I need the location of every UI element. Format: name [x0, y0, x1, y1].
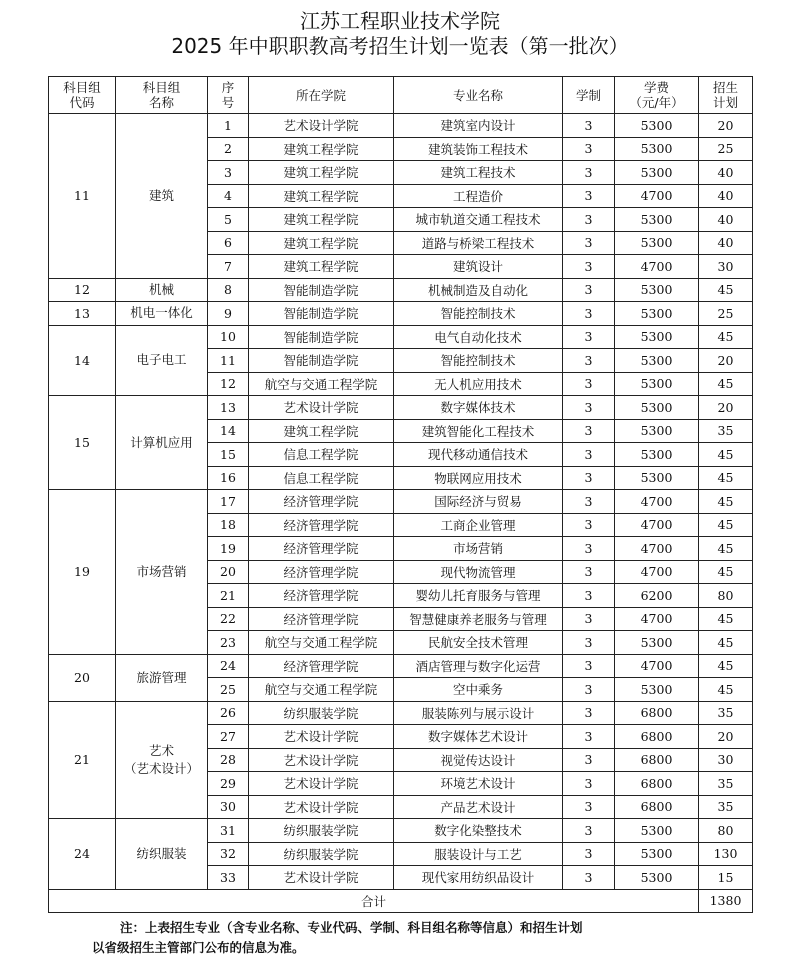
major-cell: 数字媒体艺术设计 — [394, 725, 563, 749]
college-cell: 建筑工程学院 — [249, 184, 394, 208]
college-cell: 建筑工程学院 — [249, 231, 394, 255]
major-cell: 建筑室内设计 — [394, 114, 563, 138]
college-cell: 经济管理学院 — [249, 513, 394, 537]
years-cell: 3 — [563, 443, 615, 467]
major-cell: 机械制造及自动化 — [394, 278, 563, 302]
seq-cell: 24 — [208, 654, 249, 678]
major-cell: 视觉传达设计 — [394, 748, 563, 772]
major-cell: 电气自动化技术 — [394, 325, 563, 349]
fee-cell: 5300 — [615, 631, 699, 655]
total-row — [49, 889, 753, 913]
major-cell: 智能控制技术 — [394, 302, 563, 326]
college-cell: 建筑工程学院 — [249, 161, 394, 185]
college-cell: 艺术设计学院 — [249, 772, 394, 796]
college-cell: 经济管理学院 — [249, 584, 394, 608]
plan-cell: 45 — [699, 325, 753, 349]
major-cell: 建筑设计 — [394, 255, 563, 279]
seq-cell: 22 — [208, 607, 249, 631]
plan-cell: 30 — [699, 748, 753, 772]
fee-cell: 5300 — [615, 678, 699, 702]
seq-cell: 2 — [208, 137, 249, 161]
college-cell: 纺织服装学院 — [249, 819, 394, 843]
seq-cell: 29 — [208, 772, 249, 796]
header-college: 所在学院 — [249, 77, 394, 114]
table-row — [49, 278, 753, 302]
years-cell: 3 — [563, 772, 615, 796]
group-name-line: 旅游管理 — [136, 669, 187, 685]
table-row — [49, 819, 753, 843]
major-cell: 工程造价 — [394, 184, 563, 208]
table-row — [49, 325, 753, 349]
seq-cell: 33 — [208, 866, 249, 890]
group-code-cell: 11 — [49, 114, 116, 279]
plan-cell: 35 — [699, 772, 753, 796]
major-cell: 环境艺术设计 — [394, 772, 563, 796]
fee-cell: 6800 — [615, 701, 699, 725]
years-cell: 3 — [563, 513, 615, 537]
footnote-line-2: 以省级招生主管部门公布的信息为准。 — [92, 940, 305, 955]
group-name-line: 纺织服装 — [136, 845, 187, 861]
plan-cell: 45 — [699, 466, 753, 490]
seq-cell: 9 — [208, 302, 249, 326]
document-title: 江苏工程职业技术学院 — [300, 9, 500, 33]
college-cell: 经济管理学院 — [249, 654, 394, 678]
fee-cell: 4700 — [615, 654, 699, 678]
plan-cell: 35 — [699, 701, 753, 725]
fee-cell: 4700 — [615, 537, 699, 561]
fee-cell: 6800 — [615, 748, 699, 772]
seq-cell: 21 — [208, 584, 249, 608]
fee-cell: 5300 — [615, 278, 699, 302]
years-cell: 3 — [563, 137, 615, 161]
group-code-cell: 20 — [49, 654, 116, 701]
plan-cell: 35 — [699, 795, 753, 819]
fee-cell: 6800 — [615, 772, 699, 796]
years-cell: 3 — [563, 302, 615, 326]
seq-cell: 1 — [208, 114, 249, 138]
years-cell: 3 — [563, 490, 615, 514]
major-cell: 城市轨道交通工程技术 — [394, 208, 563, 232]
college-cell: 智能制造学院 — [249, 349, 394, 373]
plan-cell: 130 — [699, 842, 753, 866]
seq-cell: 5 — [208, 208, 249, 232]
major-cell: 智能控制技术 — [394, 349, 563, 373]
college-cell: 建筑工程学院 — [249, 208, 394, 232]
years-cell: 3 — [563, 725, 615, 749]
years-cell: 3 — [563, 396, 615, 420]
seq-cell: 10 — [208, 325, 249, 349]
years-cell: 3 — [563, 537, 615, 561]
group-name-line: 机械 — [148, 281, 174, 297]
header-row — [49, 77, 753, 114]
college-cell: 信息工程学院 — [249, 466, 394, 490]
college-cell: 航空与交通工程学院 — [249, 631, 394, 655]
major-cell: 酒店管理与数字化运营 — [394, 654, 563, 678]
college-cell: 经济管理学院 — [249, 490, 394, 514]
college-cell: 智能制造学院 — [249, 302, 394, 326]
college-cell: 艺术设计学院 — [249, 748, 394, 772]
group-code-cell: 13 — [49, 302, 116, 326]
plan-cell: 20 — [699, 396, 753, 420]
major-cell: 物联网应用技术 — [394, 466, 563, 490]
years-cell: 3 — [563, 654, 615, 678]
major-cell: 智慧健康养老服务与管理 — [394, 607, 563, 631]
fee-cell: 5300 — [615, 208, 699, 232]
seq-cell: 4 — [208, 184, 249, 208]
header-plan: 招生 计划 — [699, 77, 753, 114]
years-cell: 3 — [563, 748, 615, 772]
major-cell: 道路与桥梁工程技术 — [394, 231, 563, 255]
college-cell: 信息工程学院 — [249, 443, 394, 467]
group-name-line: （艺术设计） — [123, 760, 199, 776]
fee-cell: 5300 — [615, 161, 699, 185]
college-cell: 航空与交通工程学院 — [249, 678, 394, 702]
college-cell: 艺术设计学院 — [249, 866, 394, 890]
group-name-cell — [116, 819, 208, 890]
footnote — [92, 918, 720, 958]
fee-cell: 5300 — [615, 372, 699, 396]
years-cell: 3 — [563, 701, 615, 725]
group-code-cell: 14 — [49, 325, 116, 396]
group-name-cell — [116, 654, 208, 701]
college-cell: 建筑工程学院 — [249, 419, 394, 443]
years-cell: 3 — [563, 819, 615, 843]
years-cell: 3 — [563, 372, 615, 396]
years-cell: 3 — [563, 419, 615, 443]
group-name-line: 建筑 — [148, 187, 174, 203]
college-cell: 建筑工程学院 — [249, 255, 394, 279]
years-cell: 3 — [563, 584, 615, 608]
seq-cell: 7 — [208, 255, 249, 279]
seq-cell: 27 — [208, 725, 249, 749]
major-cell: 建筑智能化工程技术 — [394, 419, 563, 443]
plan-cell: 40 — [699, 161, 753, 185]
years-cell: 3 — [563, 631, 615, 655]
header-seq: 序 号 — [208, 77, 249, 114]
group-code-cell: 12 — [49, 278, 116, 302]
major-cell: 产品艺术设计 — [394, 795, 563, 819]
plan-cell: 25 — [699, 137, 753, 161]
header-group-code: 科目组 代码 — [49, 77, 116, 114]
plan-cell: 40 — [699, 208, 753, 232]
group-name-line: 艺术 — [148, 742, 174, 758]
major-cell: 服装设计与工艺 — [394, 842, 563, 866]
college-cell: 艺术设计学院 — [249, 725, 394, 749]
group-name-cell — [116, 490, 208, 655]
seq-cell: 3 — [208, 161, 249, 185]
fee-cell: 5300 — [615, 349, 699, 373]
table-row — [49, 654, 753, 678]
fee-cell: 5300 — [615, 325, 699, 349]
table-row — [49, 114, 753, 138]
seq-cell: 12 — [208, 372, 249, 396]
plan-cell: 20 — [699, 349, 753, 373]
group-name-cell — [116, 278, 208, 302]
seq-cell: 20 — [208, 560, 249, 584]
seq-cell: 23 — [208, 631, 249, 655]
fee-cell: 6200 — [615, 584, 699, 608]
fee-cell: 5300 — [615, 419, 699, 443]
fee-cell: 6800 — [615, 725, 699, 749]
seq-cell: 6 — [208, 231, 249, 255]
major-cell: 市场营销 — [394, 537, 563, 561]
group-name-line: 市场营销 — [136, 563, 187, 579]
group-name-cell — [116, 114, 208, 279]
college-cell: 经济管理学院 — [249, 537, 394, 561]
years-cell: 3 — [563, 184, 615, 208]
plan-cell: 15 — [699, 866, 753, 890]
group-name-cell — [116, 701, 208, 819]
plan-cell: 20 — [699, 725, 753, 749]
group-name-cell — [116, 302, 208, 326]
plan-cell: 20 — [699, 114, 753, 138]
major-cell: 无人机应用技术 — [394, 372, 563, 396]
plan-cell: 45 — [699, 607, 753, 631]
major-cell: 建筑装饰工程技术 — [394, 137, 563, 161]
fee-cell: 5300 — [615, 302, 699, 326]
table-row — [49, 490, 753, 514]
fee-cell: 4700 — [615, 490, 699, 514]
college-cell: 艺术设计学院 — [249, 396, 394, 420]
plan-cell: 45 — [699, 560, 753, 584]
seq-cell: 19 — [208, 537, 249, 561]
table-row — [49, 396, 753, 420]
fee-cell: 5300 — [615, 466, 699, 490]
enrollment-plan-table — [48, 76, 753, 913]
seq-cell: 13 — [208, 396, 249, 420]
college-cell: 智能制造学院 — [249, 278, 394, 302]
college-cell: 纺织服装学院 — [249, 842, 394, 866]
total-value: 1380 — [699, 889, 753, 913]
plan-cell: 45 — [699, 372, 753, 396]
seq-cell: 26 — [208, 701, 249, 725]
group-code-cell: 21 — [49, 701, 116, 819]
group-code-cell: 24 — [49, 819, 116, 890]
group-name-line: 机电一体化 — [130, 305, 193, 321]
years-cell: 3 — [563, 795, 615, 819]
college-cell: 艺术设计学院 — [249, 795, 394, 819]
fee-cell: 4700 — [615, 255, 699, 279]
seq-cell: 14 — [208, 419, 249, 443]
major-cell: 民航安全技术管理 — [394, 631, 563, 655]
major-cell: 建筑工程技术 — [394, 161, 563, 185]
plan-cell: 45 — [699, 513, 753, 537]
header-fee: 学费 （元/年） — [615, 77, 699, 114]
years-cell: 3 — [563, 866, 615, 890]
header-major: 专业名称 — [394, 77, 563, 114]
header-years: 学制 — [563, 77, 615, 114]
college-cell: 经济管理学院 — [249, 560, 394, 584]
years-cell: 3 — [563, 842, 615, 866]
major-cell: 现代物流管理 — [394, 560, 563, 584]
years-cell: 3 — [563, 255, 615, 279]
seq-cell: 15 — [208, 443, 249, 467]
plan-cell: 45 — [699, 443, 753, 467]
fee-cell: 5300 — [615, 443, 699, 467]
table-row — [49, 701, 753, 725]
years-cell: 3 — [563, 208, 615, 232]
group-name-line: 电子电工 — [136, 352, 187, 368]
plan-cell: 40 — [699, 231, 753, 255]
years-cell: 3 — [563, 278, 615, 302]
years-cell: 3 — [563, 607, 615, 631]
years-cell: 3 — [563, 678, 615, 702]
college-cell: 建筑工程学院 — [249, 137, 394, 161]
fee-cell: 4700 — [615, 560, 699, 584]
major-cell: 数字化染整技术 — [394, 819, 563, 843]
fee-cell: 5300 — [615, 819, 699, 843]
fee-cell: 4700 — [615, 513, 699, 537]
seq-cell: 30 — [208, 795, 249, 819]
major-cell: 空中乘务 — [394, 678, 563, 702]
seq-cell: 8 — [208, 278, 249, 302]
college-cell: 航空与交通工程学院 — [249, 372, 394, 396]
plan-cell: 25 — [699, 302, 753, 326]
group-name-cell — [116, 396, 208, 490]
college-cell: 智能制造学院 — [249, 325, 394, 349]
years-cell: 3 — [563, 161, 615, 185]
plan-cell: 45 — [699, 278, 753, 302]
years-cell: 3 — [563, 114, 615, 138]
seq-cell: 32 — [208, 842, 249, 866]
seq-cell: 25 — [208, 678, 249, 702]
plan-cell: 45 — [699, 678, 753, 702]
fee-cell: 5300 — [615, 231, 699, 255]
college-cell: 纺织服装学院 — [249, 701, 394, 725]
major-cell: 现代家用纺织品设计 — [394, 866, 563, 890]
seq-cell: 31 — [208, 819, 249, 843]
fee-cell: 5300 — [615, 842, 699, 866]
years-cell: 3 — [563, 231, 615, 255]
table-row — [49, 302, 753, 326]
years-cell: 3 — [563, 349, 615, 373]
major-cell: 数字媒体技术 — [394, 396, 563, 420]
years-cell: 3 — [563, 325, 615, 349]
fee-cell: 5300 — [615, 396, 699, 420]
document-subtitle: 2025 年中职职教高考招生计划一览表（第一批次） — [171, 34, 629, 58]
plan-cell: 80 — [699, 584, 753, 608]
major-cell: 现代移动通信技术 — [394, 443, 563, 467]
fee-cell: 5300 — [615, 137, 699, 161]
major-cell: 服装陈列与展示设计 — [394, 701, 563, 725]
plan-cell: 45 — [699, 631, 753, 655]
fee-cell: 4700 — [615, 184, 699, 208]
fee-cell: 5300 — [615, 114, 699, 138]
footnote-line-1: 注：上表招生专业（含专业名称、专业代码、学制、科目组名称等信息）和招生计划 — [120, 920, 583, 935]
college-cell: 艺术设计学院 — [249, 114, 394, 138]
college-cell: 经济管理学院 — [249, 607, 394, 631]
fee-cell: 4700 — [615, 607, 699, 631]
seq-cell: 28 — [208, 748, 249, 772]
seq-cell: 11 — [208, 349, 249, 373]
seq-cell: 16 — [208, 466, 249, 490]
total-label: 合计 — [49, 889, 699, 913]
seq-cell: 17 — [208, 490, 249, 514]
plan-cell: 45 — [699, 654, 753, 678]
fee-cell: 5300 — [615, 866, 699, 890]
plan-cell: 30 — [699, 255, 753, 279]
group-name-cell — [116, 325, 208, 396]
plan-cell: 35 — [699, 419, 753, 443]
group-code-cell: 19 — [49, 490, 116, 655]
plan-cell: 45 — [699, 537, 753, 561]
seq-cell: 18 — [208, 513, 249, 537]
years-cell: 3 — [563, 466, 615, 490]
fee-cell: 6800 — [615, 795, 699, 819]
plan-cell: 45 — [699, 490, 753, 514]
years-cell: 3 — [563, 560, 615, 584]
plan-cell: 80 — [699, 819, 753, 843]
plan-cell: 40 — [699, 184, 753, 208]
group-name-line: 计算机应用 — [130, 434, 193, 450]
group-code-cell: 15 — [49, 396, 116, 490]
major-cell: 国际经济与贸易 — [394, 490, 563, 514]
major-cell: 婴幼儿托育服务与管理 — [394, 584, 563, 608]
major-cell: 工商企业管理 — [394, 513, 563, 537]
header-group-name: 科目组 名称 — [116, 77, 208, 114]
